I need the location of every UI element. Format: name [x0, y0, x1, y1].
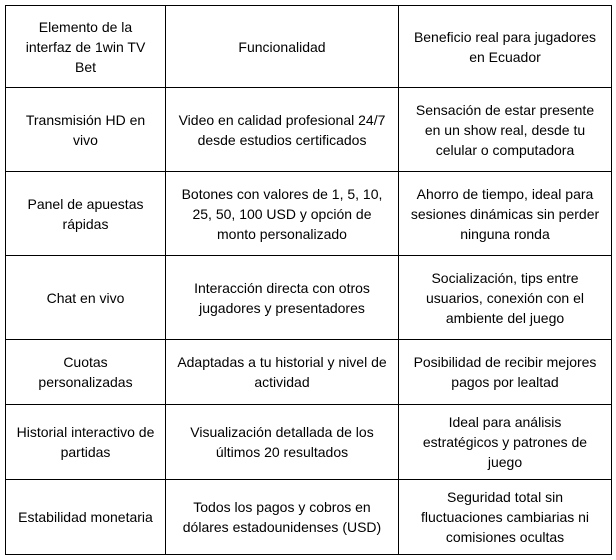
cell-benefit: Ahorro de tiempo, ideal para sesiones dinámicas sin perder ninguna ronda [399, 172, 612, 256]
header-benefit: Beneficio real para jugadores en Ecuador [399, 6, 612, 88]
cell-element: Chat en vivo [6, 256, 166, 340]
cell-benefit: Seguridad total sin fluctuaciones cambiarias ni comisiones ocultas [399, 480, 612, 555]
table-row [6, 172, 612, 256]
cell-benefit: Posibilidad de recibir mejores pagos por lealtad [399, 340, 612, 405]
cell-function: Todos los pagos y cobros en dólares estadounidenses (USD) [166, 480, 399, 555]
table-row [6, 88, 612, 172]
table-row [6, 405, 612, 480]
table-row [6, 340, 612, 405]
cell-function: Video en calidad profesional 24/7 desde estudios certificados [166, 88, 399, 172]
cell-element: Estabilidad monetaria [6, 480, 166, 555]
cell-function: Adaptadas a tu historial y nivel de actividad [166, 340, 399, 405]
cell-element: Historial interactivo de partidas [6, 405, 166, 480]
cell-benefit: Sensación de estar presente en un show real, desde tu celular o computadora [399, 88, 612, 172]
header-functionality: Funcionalidad [166, 6, 399, 88]
cell-benefit: Socialización, tips entre usuarios, conexión con el ambiente del juego [399, 256, 612, 340]
cell-element: Transmisión HD en vivo [6, 88, 166, 172]
cell-function: Botones con valores de 1, 5, 10, 25, 50, 100 USD y opción de monto personalizado [166, 172, 399, 256]
cell-element: Cuotas personalizadas [6, 340, 166, 405]
cell-benefit: Ideal para análisis estratégicos y patrones de juego [399, 405, 612, 480]
cell-function: Visualización detallada de los últimos 20 resultados [166, 405, 399, 480]
cell-function: Interacción directa con otros jugadores y presentadores [166, 256, 399, 340]
table-row [6, 480, 612, 555]
table-header-row [6, 6, 612, 88]
comparison-table [5, 5, 612, 555]
table-row [6, 256, 612, 340]
header-interface-element: Elemento de la interfaz de 1win TV Bet [6, 6, 166, 88]
cell-element: Panel de apuestas rápidas [6, 172, 166, 256]
